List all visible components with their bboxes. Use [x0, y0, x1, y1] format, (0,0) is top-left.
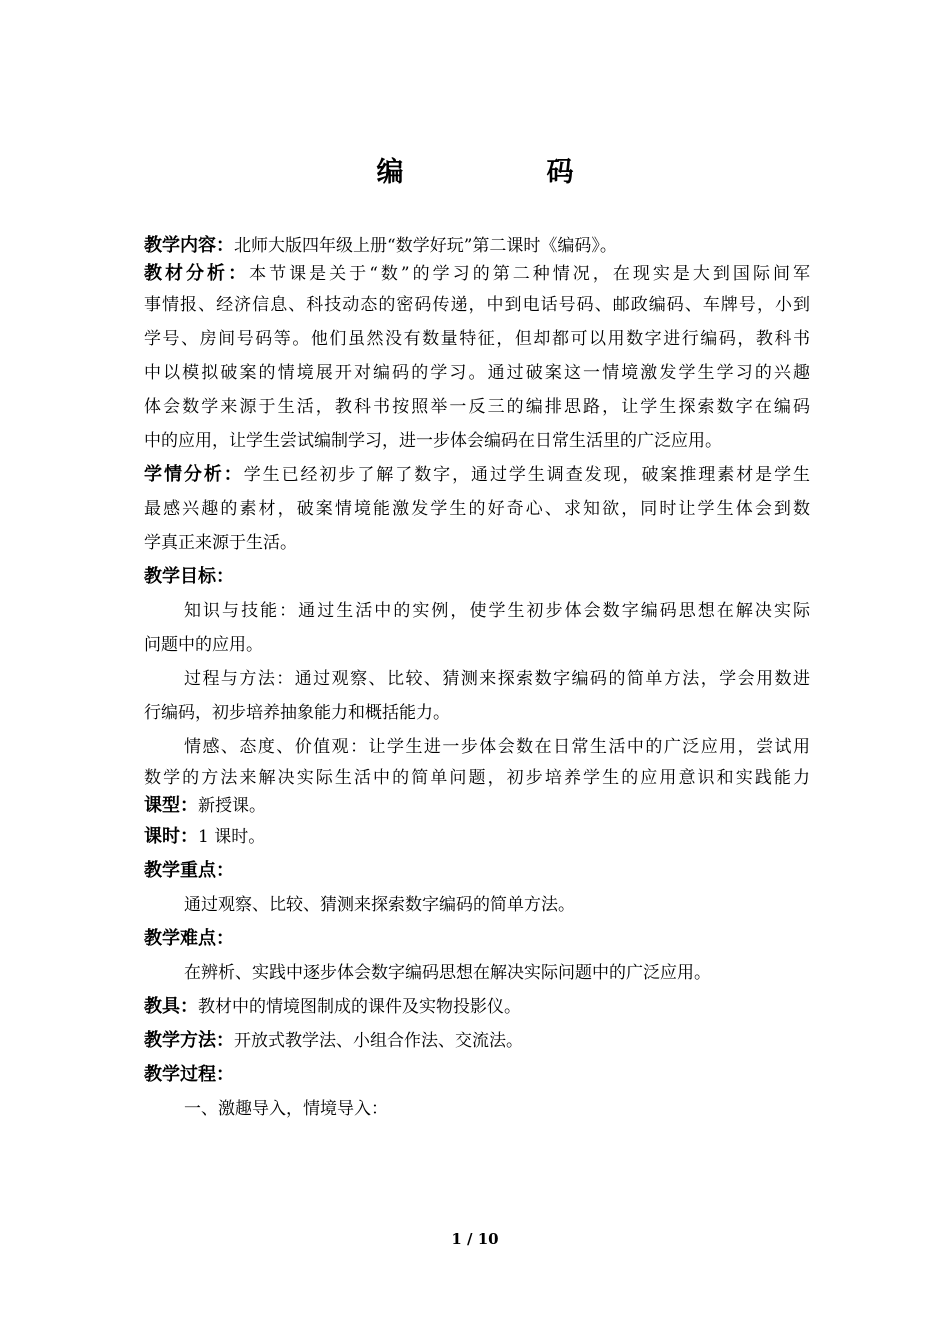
paragraph-line: 知识与技能：通过生活中的实例，使学生初步体会数字编码思想在解决实际: [184, 601, 810, 621]
document-title: 编 码: [376, 157, 632, 188]
tools-row: [144, 990, 810, 1024]
section-text: 北师大版四年级上册“数学好玩”第二课时《编码》。: [234, 236, 617, 256]
goals-heading: [144, 560, 810, 594]
section-label: 教材分析：: [144, 263, 250, 284]
section-label: 教学目标：: [144, 566, 234, 587]
section-text: 新授课。: [198, 796, 266, 816]
students-line: [144, 458, 810, 492]
paragraph-line: 学生已经初步了解了数字，通过学生调查发现，破案推理素材是学生: [243, 465, 810, 485]
section-text: 教材中的情境图制成的课件及实物投影仪。: [198, 997, 521, 1017]
paragraph-line: 学真正来源于生活。: [144, 533, 297, 553]
material-line: [144, 260, 810, 288]
paragraph-line: 行编码，初步培养抽象能力和概括能力。: [144, 703, 450, 723]
section-label: 学情分析：: [144, 464, 244, 485]
section-label: 教学内容：: [144, 235, 234, 256]
paragraph-line: 中的应用，让学生尝试编制学习，进一步体会编码在日常生活里的广泛应用。: [144, 431, 722, 451]
section-label: 课时：: [144, 826, 198, 847]
section-text: 1 课时。: [198, 827, 266, 847]
section-text: 开放式教学法、小组合作法、交流法。: [234, 1031, 523, 1051]
page-number: 1 / 10: [451, 1230, 499, 1248]
paragraph-line: 学号、房间号码等。他们虽然没有数量特征，但却都可以用数字进行编码，教科书: [144, 329, 810, 349]
paragraph-line: 问题中的应用。: [144, 635, 263, 655]
hours-row: [144, 820, 810, 854]
paragraph-line: 体会数学来源于生活，教科书按照举一反三的编排思路，让学生探索数字在编码: [144, 397, 810, 417]
paragraph-line: 情感、态度、价值观：让学生进一步体会数在日常生活中的广泛应用，尝试用: [184, 737, 810, 757]
paragraph-line: 事情报、经济信息、科技动态的密码传递，中到电话号码、邮政编码、车牌号，小到: [144, 295, 810, 315]
document-body: [144, 232, 810, 1126]
section-label: 教学方法：: [144, 1030, 234, 1051]
paragraph-line: 最感兴趣的素材，破案情境能激发学生的好奇心、求知欲，同时让学生体会到数: [144, 499, 810, 519]
section-label: 教学重点：: [144, 860, 234, 881]
paragraph-line: 过程与方法：通过观察、比较、猜测来探索数字编码的简单方法，学会用数进: [184, 669, 810, 689]
methods-row: [144, 1024, 810, 1058]
difficulty-heading: [144, 922, 810, 956]
type-row: [144, 792, 810, 820]
paragraph-line: 在辨析、实践中逐步体会数字编码思想在解决实际问题中的广泛应用。: [184, 963, 711, 983]
paragraph-line: 通过观察、比较、猜测来探索数字编码的简单方法。: [184, 895, 575, 915]
paragraph-line: 一、激趣导入，情境导入：: [184, 1099, 388, 1119]
section-label: 教学难点：: [144, 928, 234, 949]
key-heading: [144, 854, 810, 888]
section-label: 课型：: [144, 795, 198, 816]
content-row: [144, 232, 810, 260]
paragraph-line: 中以模拟破案的情境展开对编码的学习。通过破案这一情境激发学生学习的兴趣: [144, 363, 810, 383]
paragraph-line: 数学的方法来解决实际生活中的简单问题，初步培养学生的应用意识和实践能力: [144, 768, 810, 788]
paragraph-line: 本节课是关于“数”的学习的第二种情况，在现实是大到国际间军: [249, 264, 810, 284]
process-heading: [144, 1058, 810, 1092]
section-label: 教学过程：: [144, 1064, 234, 1085]
section-label: 教具：: [144, 996, 198, 1017]
